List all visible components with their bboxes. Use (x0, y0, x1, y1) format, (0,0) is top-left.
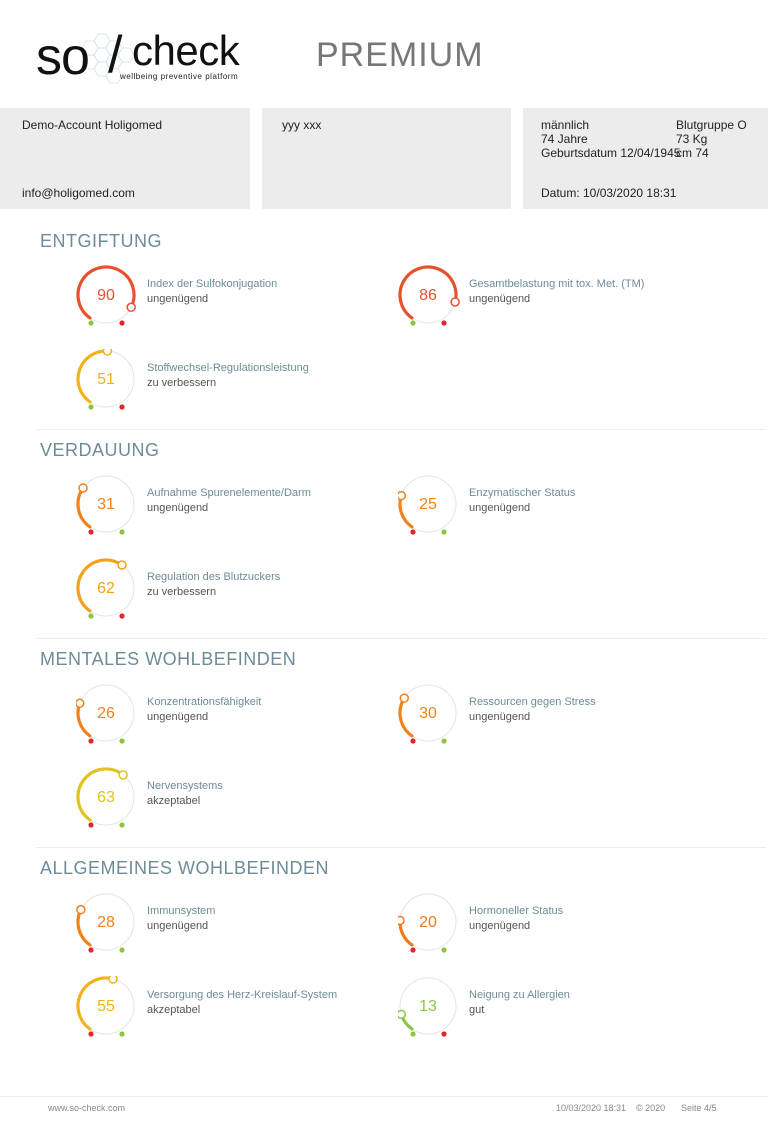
metric-card (398, 474, 728, 544)
metric-card (76, 892, 406, 962)
gauge-value: 31 (97, 496, 115, 513)
section-title-entgiftung: ENTGIFTUNG (40, 231, 162, 251)
section-divider (36, 847, 766, 848)
section-title-verdauung: VERDAUUNG (40, 440, 160, 460)
section-divider (36, 429, 766, 430)
metric-card (76, 474, 406, 544)
metric-status: ungenügend (469, 920, 531, 932)
metric-label: Hormoneller Status (469, 905, 564, 917)
gauge-value: 63 (97, 789, 115, 806)
metric-status: zu verbessern (147, 377, 217, 389)
gauge-value: 62 (97, 580, 115, 597)
gauge-value: 90 (97, 287, 115, 304)
edition-title: PREMIUM (316, 36, 484, 74)
section-title-allgemeines-wohlbefinden: ALLGEMEINES WOHLBEFINDEN (40, 858, 330, 878)
metric-label: Aufnahme Spurenelemente/Darm (147, 487, 311, 499)
logo-so-text: so (36, 28, 89, 86)
logo-slash: / (108, 26, 123, 84)
section-title-mentales-wohlbefinden: MENTALES WOHLBEFINDEN (40, 649, 297, 669)
metric-card (76, 558, 406, 628)
metric-label: Immunsystem (147, 905, 216, 917)
footer-copyright: © 2020 (636, 1103, 666, 1113)
footer-timestamp: 10/03/2020 18:31 (556, 1103, 627, 1113)
metric-label: Versorgung des Herz-Kreislauf-System (147, 989, 338, 1001)
metric-status: ungenügend (147, 502, 209, 514)
metric-label: Stoffwechsel-Regulationsleistung (147, 362, 309, 374)
metric-status: ungenügend (469, 711, 531, 723)
gauge-value: 28 (97, 914, 115, 931)
metric-label: Enzymatischer Status (469, 487, 576, 499)
footer-page-number: Seite 4/5 (681, 1103, 717, 1113)
metric-status: ungenügend (469, 502, 531, 514)
metric-label: Konzentrationsfähigkeit (147, 696, 262, 708)
footer-divider (0, 1096, 768, 1097)
gauge-value: 86 (419, 287, 437, 304)
patient-box (262, 108, 511, 209)
weight: 73 Kg (676, 132, 708, 146)
metric-card (398, 976, 728, 1046)
metric-label: Index der Sulfokonjugation (147, 278, 278, 290)
blood-group: Blutgruppe O (676, 118, 747, 132)
gauge-value: 55 (97, 998, 115, 1015)
metric-status: akzeptabel (147, 795, 201, 807)
footer-website-link[interactable]: www.so-check.com (48, 1103, 126, 1113)
report-date: Datum: 10/03/2020 18:31 (541, 186, 677, 200)
metric-label: Regulation des Blutzuckers (147, 571, 281, 583)
patient-details-box (523, 108, 768, 209)
gauge-value: 20 (419, 914, 437, 931)
gender: männlich (541, 118, 590, 132)
metric-status: ungenügend (147, 293, 209, 305)
account-email: info@holigomed.com (22, 186, 135, 200)
metric-label: Ressourcen gegen Stress (469, 696, 596, 708)
account-name: Demo-Account Holigomed (22, 118, 163, 132)
metric-card (398, 265, 728, 335)
birthdate: Geburtsdatum 12/04/1945 (541, 146, 681, 160)
metric-status: ungenügend (469, 293, 531, 305)
patient-name: yyy xxx (282, 118, 322, 132)
gauge-value: 30 (419, 705, 437, 722)
report-header (0, 0, 768, 108)
gauge-value: 13 (419, 998, 437, 1015)
section-divider (36, 638, 766, 639)
metric-card (398, 683, 728, 753)
height: cm 74 (676, 146, 709, 160)
metric-status: ungenügend (147, 920, 209, 932)
metric-label: Neigung zu Allergien (469, 989, 570, 1001)
metric-label: Nervensystems (147, 780, 223, 792)
so-check-logo (36, 26, 246, 88)
logo-check-text: check (132, 27, 240, 74)
metric-card (76, 683, 406, 753)
metric-card (76, 767, 406, 837)
age: 74 Jahre (541, 132, 588, 146)
gauge-value: 26 (97, 705, 115, 722)
metric-card (76, 976, 406, 1046)
logo-tagline: wellbeing preventive platform (120, 72, 239, 81)
metric-card (398, 892, 728, 962)
gauge-value: 25 (419, 496, 437, 513)
metric-status: akzeptabel (147, 1004, 201, 1016)
account-box (0, 108, 250, 209)
metric-status: ungenügend (147, 711, 209, 723)
metric-card (76, 265, 406, 335)
gauge-value: 51 (97, 371, 115, 388)
metric-label: Gesamtbelastung mit tox. Met. (TM) (469, 278, 645, 290)
patient-info-band (0, 108, 768, 209)
metric-status: gut (469, 1004, 485, 1016)
metric-card (76, 349, 406, 419)
metric-status: zu verbessern (147, 586, 217, 598)
